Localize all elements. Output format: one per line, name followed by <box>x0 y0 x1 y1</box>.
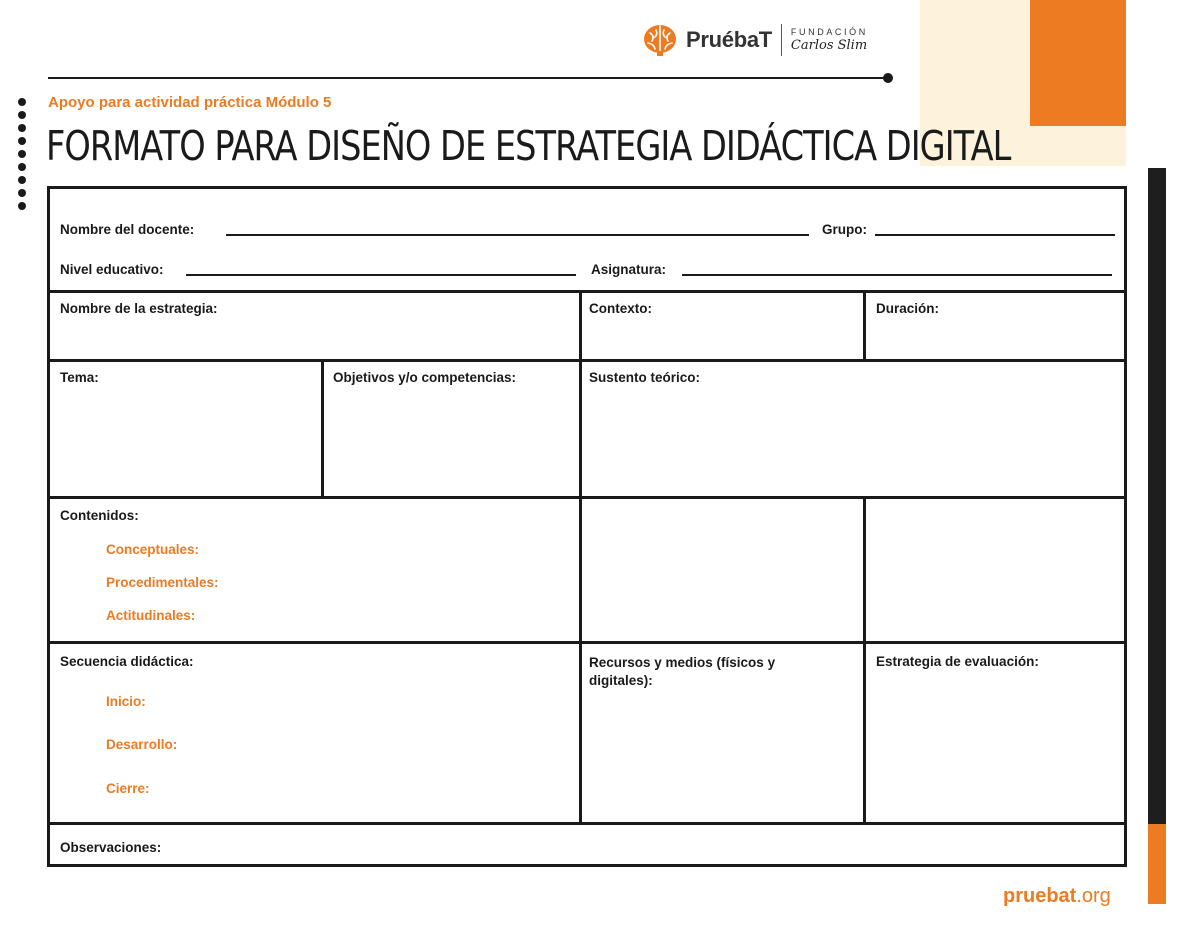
brand-logo <box>642 20 868 60</box>
header-rule-dot <box>883 73 893 83</box>
footer-tld: .org <box>1076 885 1111 907</box>
secuencia-item: Desarrollo: <box>106 737 178 752</box>
label-nombre-docente: Nombre del docente: <box>60 222 195 237</box>
contenidos-item: Actitudinales: <box>106 608 196 623</box>
field-asignatura[interactable] <box>682 274 1112 276</box>
label-contenidos: Contenidos: <box>60 508 139 523</box>
label-recursos: Recursos y medios (físicos y digitales): <box>589 655 776 689</box>
logo-divider <box>781 24 782 56</box>
footer-domain: pruebat <box>1003 885 1077 907</box>
foundation-signature: Carlos Slim <box>790 38 868 53</box>
header-rule <box>48 77 884 79</box>
label-nivel-educativo: Nivel educativo: <box>60 262 164 277</box>
row-divider <box>50 641 1124 644</box>
decorative-orange-block <box>1030 0 1126 126</box>
brain-icon <box>642 22 678 58</box>
field-nombre-docente[interactable] <box>226 234 809 236</box>
label-grupo: Grupo: <box>822 222 867 237</box>
side-bar-dark <box>1148 168 1166 824</box>
label-evaluacion: Estrategia de evaluación: <box>876 654 1039 669</box>
brand-name: PruébaT <box>686 27 772 52</box>
col-divider <box>579 290 582 822</box>
row-divider <box>50 290 1124 293</box>
label-secuencia: Secuencia didáctica: <box>60 654 194 669</box>
secuencia-item: Inicio: <box>106 694 146 709</box>
field-nivel-educativo[interactable] <box>186 274 576 276</box>
label-tema: Tema: <box>60 370 99 385</box>
contenidos-item: Procedimentales: <box>106 575 219 590</box>
foundation-label: FUNDACIÓN <box>790 27 868 37</box>
page-title: FORMATO PARA DISEÑO DE ESTRATEGIA DIDÁCTICA DIGITAL <box>46 122 1011 170</box>
contenidos-item: Conceptuales: <box>106 542 200 557</box>
row-divider <box>50 822 1124 825</box>
foundation-logo <box>791 28 868 52</box>
field-grupo[interactable] <box>875 234 1115 236</box>
col-divider <box>321 359 324 499</box>
row-divider <box>50 496 1124 499</box>
footer-url[interactable] <box>1003 885 1111 908</box>
page-subtitle: Apoyo para actividad práctica Módulo 5 <box>48 94 332 111</box>
decorative-dots <box>18 98 26 210</box>
label-objetivos: Objetivos y/o competencias: <box>333 370 517 385</box>
row-divider <box>50 359 1124 362</box>
label-observaciones: Observaciones: <box>60 840 162 855</box>
label-asignatura: Asignatura: <box>591 262 667 277</box>
col-divider <box>863 290 866 362</box>
label-sustento: Sustento teórico: <box>589 370 701 385</box>
label-contexto: Contexto: <box>589 301 652 316</box>
strategy-form <box>47 186 1127 867</box>
side-bar-orange <box>1148 824 1166 904</box>
label-duracion: Duración: <box>876 301 940 316</box>
label-nombre-estrategia: Nombre de la estrategia: <box>60 301 218 316</box>
secuencia-item: Cierre: <box>106 781 150 796</box>
col-divider <box>863 496 866 822</box>
